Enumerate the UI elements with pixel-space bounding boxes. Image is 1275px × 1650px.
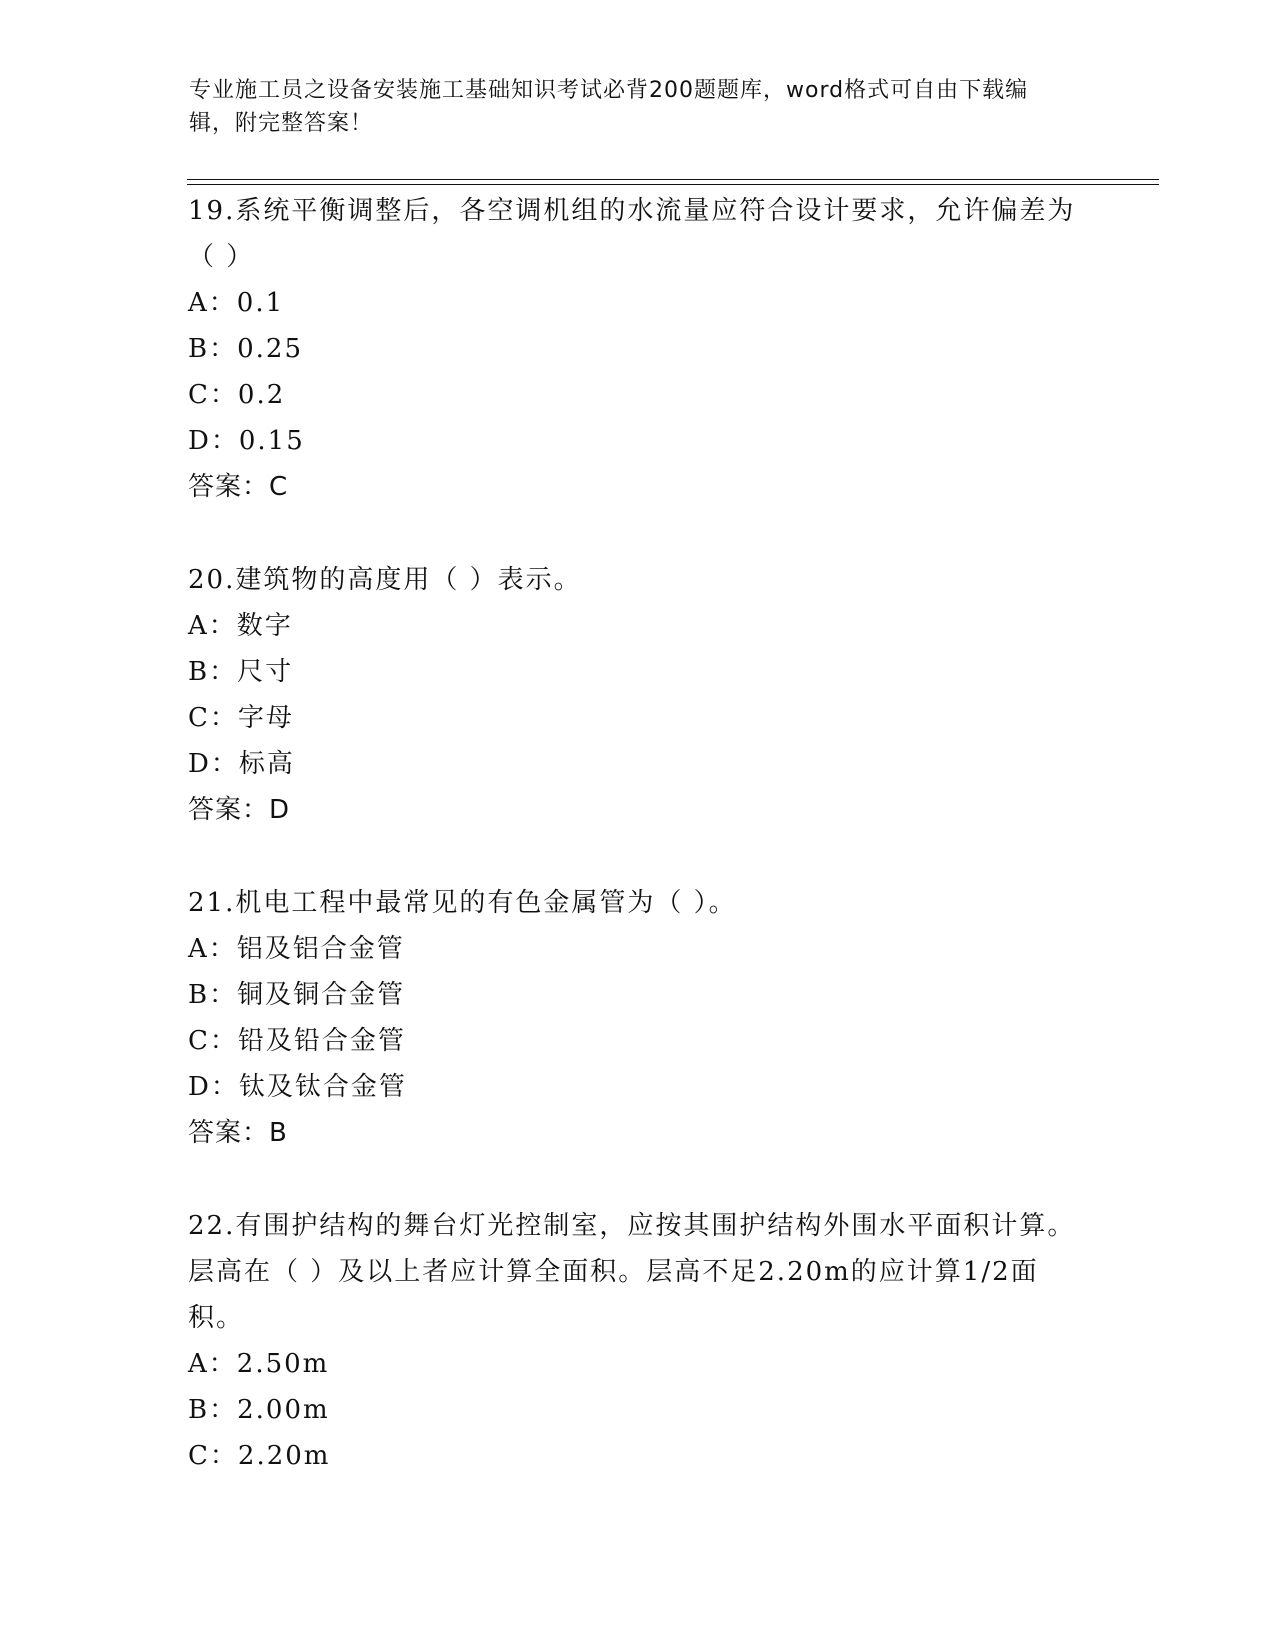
option-b [188, 326, 1078, 372]
question-list [188, 188, 1078, 1526]
answer-line: 答案：D [188, 795, 291, 825]
document-header: 专业施工员之设备安装施工基础知识考试必背200题题库，word格式可自由下载编辑，附完整答案！ [189, 78, 1029, 136]
question-stem: 21.机电工程中最常见的有色金属管为（ ）。 [188, 888, 737, 918]
option-key: C： [188, 1441, 238, 1471]
question-21 [188, 880, 1078, 1156]
option-a [188, 603, 1078, 649]
option-d [188, 741, 1078, 787]
option-text: 0.1 [236, 288, 285, 318]
option-text: 2.20m [237, 1441, 331, 1471]
question-stem: 19.系统平衡调整后，各空调机组的水流量应符合设计要求，允许偏差为（ ） [188, 196, 1076, 272]
option-text: 铜及铜合金管 [237, 980, 406, 1010]
option-a [188, 1341, 1078, 1387]
option-b [188, 972, 1078, 1018]
option-key: D： [188, 749, 239, 779]
option-text: 2.00m [237, 1395, 330, 1425]
option-text: 铅及铅合金管 [237, 1026, 406, 1056]
option-c [188, 372, 1078, 418]
option-text: 2.50m [236, 1349, 330, 1379]
option-key: D： [188, 426, 239, 456]
option-d [188, 1064, 1078, 1110]
question-stem: 22.有围护结构的舞台灯光控制室，应按其围护结构外围水平面积计算。层高在（ ）及以上者应计算全面积。层高不足2.20m的应计算1/2面积。 [188, 1211, 1076, 1333]
answer-line: 答案：B [188, 1118, 288, 1148]
option-c [188, 1433, 1078, 1479]
option-c [188, 1018, 1078, 1064]
option-text: 0.25 [237, 334, 303, 364]
question-stem: 20.建筑物的高度用（ ）表示。 [188, 565, 582, 595]
option-key: A： [188, 1349, 237, 1379]
header-divider-top [187, 179, 1159, 180]
question-20 [188, 557, 1078, 833]
option-a [188, 926, 1078, 972]
option-key: D： [188, 1072, 239, 1102]
option-text: 数字 [236, 611, 293, 641]
option-key: A： [188, 611, 237, 641]
option-key: B： [188, 657, 238, 687]
question-22 [188, 1203, 1078, 1479]
answer-line: 答案：C [188, 472, 289, 502]
option-key: A： [188, 288, 237, 318]
option-text: 尺寸 [237, 657, 294, 687]
option-text: 0.2 [237, 380, 286, 410]
option-c [188, 695, 1078, 741]
option-key: C： [188, 1026, 238, 1056]
option-key: C： [188, 703, 238, 733]
option-key: C： [188, 380, 238, 410]
option-key: B： [188, 334, 238, 364]
option-a [188, 280, 1078, 326]
option-b [188, 1387, 1078, 1433]
option-text: 字母 [237, 703, 294, 733]
option-b [188, 649, 1078, 695]
option-d [188, 418, 1078, 464]
option-key: B： [188, 1395, 238, 1425]
option-key: B： [188, 980, 238, 1010]
header-divider-bottom [187, 184, 1159, 185]
option-text: 标高 [238, 749, 295, 779]
option-text: 钛及钛合金管 [238, 1072, 407, 1102]
question-19 [188, 188, 1078, 510]
option-text: 铝及铝合金管 [236, 934, 405, 964]
option-key: A： [188, 934, 237, 964]
option-text: 0.15 [238, 426, 305, 456]
